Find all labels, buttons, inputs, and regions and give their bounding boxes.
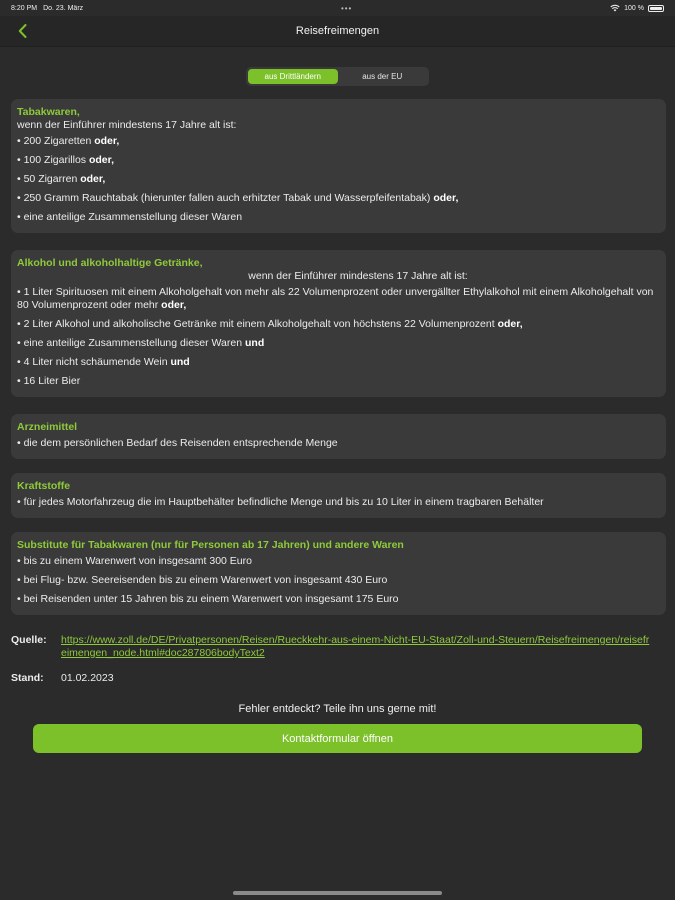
- section-title: Substitute für Tabakwaren (nur für Personen ab 17 Jahren) und andere Waren: [17, 539, 404, 551]
- list-item: • 2 Liter Alkohol und alkoholische Getränke mit einem Alkoholgehalt von höchstens 22 Volumenprozent oder,: [17, 315, 659, 334]
- battery-percent: 100 %: [624, 4, 644, 12]
- status-bar: [0, 0, 675, 16]
- list-item: • 250 Gramm Rauchtabak (hierunter fallen auch erhitzter Tabak und Wasserpfeifentabak) oder,: [17, 189, 659, 208]
- list-item: • bis zu einem Warenwert von insgesamt 300 Euro: [17, 552, 659, 571]
- list-item: • 1 Liter Spirituosen mit einem Alkoholgehalt von mehr als 22 Volumenprozent oder unvergällter Ethylalkohol mit einem Alkoholgehalt von 80 Volumenprozent oder mehr oder,: [17, 283, 659, 315]
- contact-form-button[interactable]: Kontaktformular öffnen: [33, 724, 642, 753]
- list-item: • eine anteilige Zusammenstellung dieser Waren und: [17, 334, 659, 353]
- tab-third-countries[interactable]: aus Drittländern: [248, 69, 338, 84]
- section-medicine: [11, 414, 666, 459]
- section-fuel: [11, 473, 666, 518]
- section-title: Alkohol und alkoholhaltige Getränke,: [17, 257, 203, 269]
- tab-eu[interactable]: aus der EU: [362, 72, 403, 81]
- stand-label: Stand:: [11, 672, 44, 684]
- list-item: • 100 Zigarillos oder,: [17, 151, 659, 170]
- multitask-dots[interactable]: •••: [340, 3, 353, 13]
- stand-row: [11, 672, 114, 685]
- source-link[interactable]: https://www.zoll.de/DE/Privatpersonen/Reisen/Rueckkehr-aus-einem-Nicht-EU-Staat/Zoll-und-Steuern/Reisefreimengen/reisefreimengen_node.html#doc287806bodyText2: [61, 634, 650, 659]
- feedback-text: Fehler entdeckt? Teile ihn uns gerne mit!: [238, 703, 437, 715]
- home-indicator[interactable]: [233, 891, 442, 895]
- list-item: • bei Reisenden unter 15 Jahren bis zu einem Warenwert von insgesamt 175 Euro: [17, 590, 659, 609]
- nav-bar: [0, 16, 675, 47]
- status-time: 8:20 PM: [11, 4, 38, 12]
- list-item: • die dem persönlichen Bedarf des Reisenden entsprechende Menge: [17, 434, 659, 453]
- list-item: • 50 Zigarren oder,: [17, 170, 659, 189]
- page-title: Reisefreimengen: [295, 25, 380, 37]
- chevron-left-icon: [18, 24, 27, 38]
- status-date: Do. 23. März: [43, 4, 84, 12]
- section-title: Arzneimittel: [17, 421, 78, 433]
- section-substitutes: [11, 532, 666, 615]
- section-intro: wenn der Einführer mindestens 17 Jahre alt ist:: [17, 119, 237, 131]
- list-item: • eine anteilige Zusammenstellung dieser Waren: [17, 208, 659, 227]
- list-item: • 16 Liter Bier: [17, 372, 659, 391]
- battery-icon: [648, 5, 664, 12]
- section-title: Tabakwaren,: [17, 106, 80, 118]
- list-item: • 4 Liter nicht schäumende Wein und: [17, 353, 659, 372]
- list-item: • für jedes Motorfahrzeug die im Hauptbehälter befindliche Menge und bis zu 10 Liter in einem tragbaren Behälter: [17, 493, 659, 512]
- source-row: [11, 634, 651, 660]
- list-item: • bei Flug- bzw. Seereisenden bis zu einem Warenwert von insgesamt 430 Euro: [17, 571, 659, 590]
- source-label: Quelle:: [11, 634, 47, 646]
- section-intro: wenn der Einführer mindestens 17 Jahre alt ist:: [248, 270, 468, 282]
- origin-segmented-control: [246, 67, 429, 86]
- back-button[interactable]: [14, 21, 30, 41]
- section-title: Kraftstoffe: [17, 480, 71, 492]
- list-item: • 200 Zigaretten oder,: [17, 132, 659, 151]
- stand-date: 01.02.2023: [61, 672, 114, 684]
- section-tobacco: [11, 99, 666, 233]
- section-alcohol: [11, 250, 666, 397]
- wifi-icon: [610, 4, 620, 12]
